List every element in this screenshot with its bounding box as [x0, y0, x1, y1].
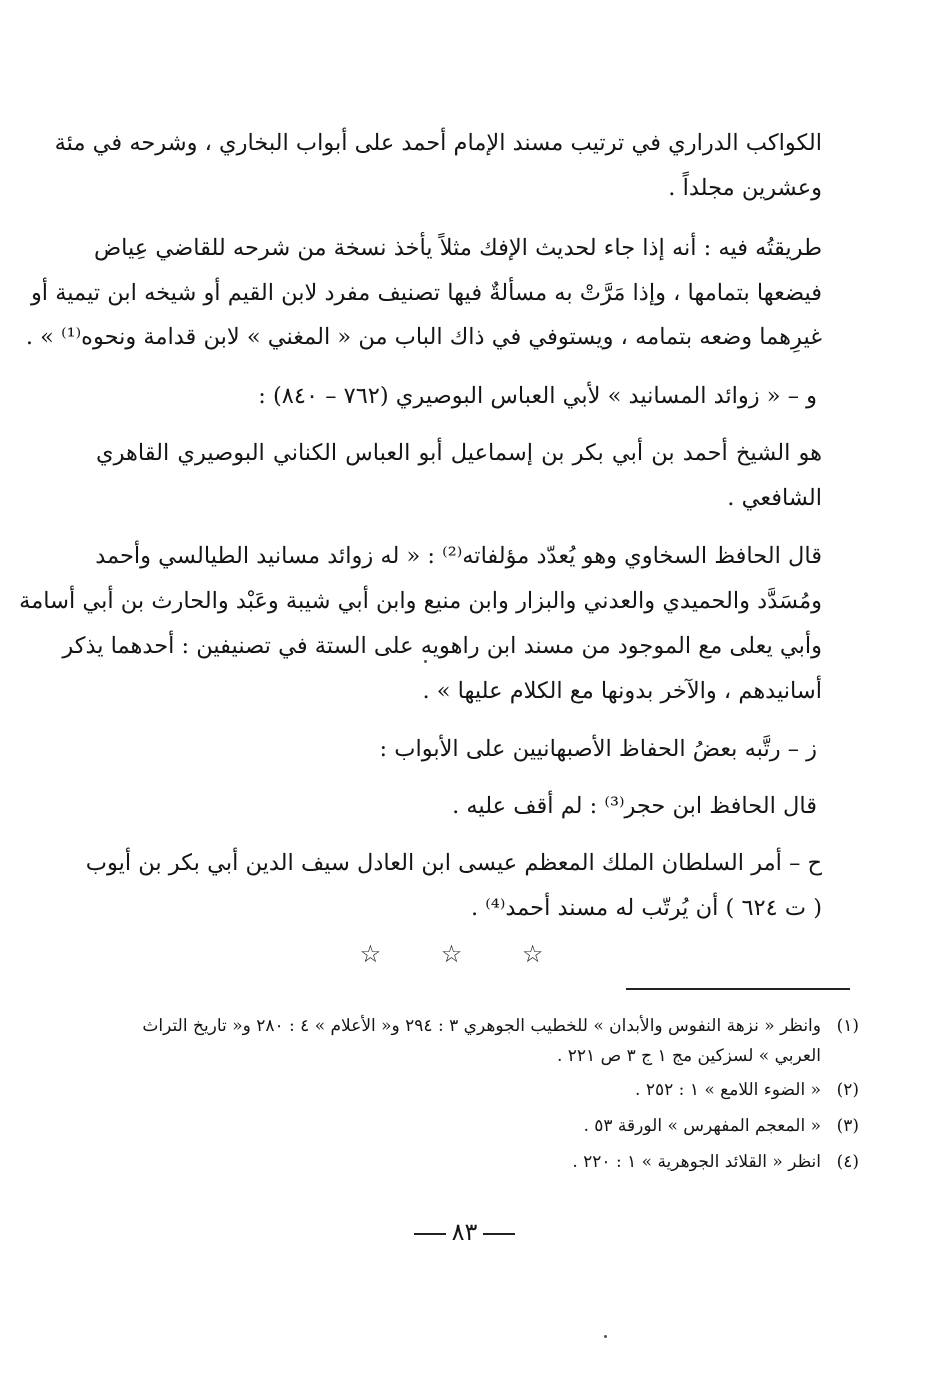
text-line: ( ت ٦٢٤ ) أن يُرتّب له مسند أحمد⁽⁴⁾ . — [470, 895, 822, 921]
text-line: قال الحافظ السخاوي وهو يُعدّد مؤلفاته⁽²⁾ : « له زوائد مسانيد الطيالسي وأحمد — [95, 543, 822, 569]
scan-speck — [604, 1335, 607, 1338]
page-number-dash-left — [414, 1233, 446, 1235]
page-number-value: ٨٣ — [451, 1218, 478, 1246]
section-separator-stars: ☆ ☆ ☆ — [359, 940, 570, 968]
page-number — [0, 1218, 929, 1246]
text-line: فيضعها بتمامها ، وإذا مَرَّتْ به مسألةٌ فيها تصنيف مفرد لابن القيم أو شيخه ابن تيمية أو — [30, 280, 822, 306]
footnote-text: وانظر « نزهة النفوس والأبدان » للخطيب الجوهري ٣ : ٢٩٤ و« الأعلام » ٤ : ٢٨٠ و« تاريخ التراث — [142, 1016, 821, 1036]
text-line: طريقتُه فيه : أنه إذا جاء لحديث الإفك مثلاً يأخذ نسخة من شرحه للقاضي عِياض — [93, 235, 822, 261]
footnote-text: العربي » لسزكين مج ١ ج ٣ ص ٢٢١ . — [556, 1046, 821, 1066]
scan-speck — [424, 660, 427, 663]
footnote-text: « المعجم المفهرس » الورقة ٥٣ . — [583, 1116, 821, 1136]
footnote-4 — [572, 1149, 859, 1175]
text-line: وأبي يعلى مع الموجود من مسند ابن راهويه على الستة في تصنيفين : أحدهما يذكر — [62, 633, 822, 659]
text-line: الكواكب الدراري في ترتيب مسند الإمام أحمد على أبواب البخاري ، وشرحه في مئة — [54, 130, 822, 156]
footnote-2 — [635, 1077, 859, 1103]
footnote-number: (٤) — [836, 1152, 859, 1172]
text-line: أسانيدهم ، والآخر بدونها مع الكلام عليها » . — [422, 678, 822, 704]
footnote-number: (٢) — [836, 1080, 859, 1100]
footnote-3 — [583, 1113, 859, 1139]
footnote-1 — [142, 1013, 859, 1039]
footnote-number: (١) — [836, 1016, 859, 1036]
text-line: قال الحافظ ابن حجر⁽³⁾ : لم أقف عليه . — [452, 793, 817, 819]
page-number-dash-right — [483, 1233, 515, 1235]
footnote-number: (٣) — [836, 1116, 859, 1136]
text-line: هو الشيخ أحمد بن أبي بكر بن إسماعيل أبو العباس الكناني البوصيري القاهري — [96, 440, 822, 466]
text-line: وعشرين مجلداً . — [668, 175, 822, 201]
footnote-text: انظر « القلائد الجوهرية » ١ : ٢٢٠ . — [572, 1152, 821, 1172]
footnote-text: « الضوء اللامع » ١ : ٢٥٢ . — [635, 1080, 821, 1100]
section-heading: ز – رتَّبه بعضُ الحفاظ الأصبهانيين على الأبواب : — [379, 736, 817, 762]
footnote-rule — [626, 988, 850, 990]
section-heading: و – « زوائد المسانيد » لأبي العباس البوصيري (٧٦٢ – ٨٤٠) : — [258, 383, 817, 409]
footnote-1-continued — [557, 1043, 821, 1069]
text-line: ح – أمر السلطان الملك المعظم عيسى ابن العادل سيف الدين أبي بكر بن أيوب — [85, 850, 822, 876]
text-line: الشافعي . — [727, 485, 822, 511]
text-line: ومُسَدَّد والحميدي والعدني والبزار وابن منيع وابن أبي شيبة وعَبْد والحارث بن أبي أسامة — [19, 588, 822, 614]
text-line: غيرِهما وضعه بتمامه ، ويستوفي في ذاك الباب من « المغني » لابن قدامة ونحوه⁽¹⁾ » . — [25, 324, 822, 350]
